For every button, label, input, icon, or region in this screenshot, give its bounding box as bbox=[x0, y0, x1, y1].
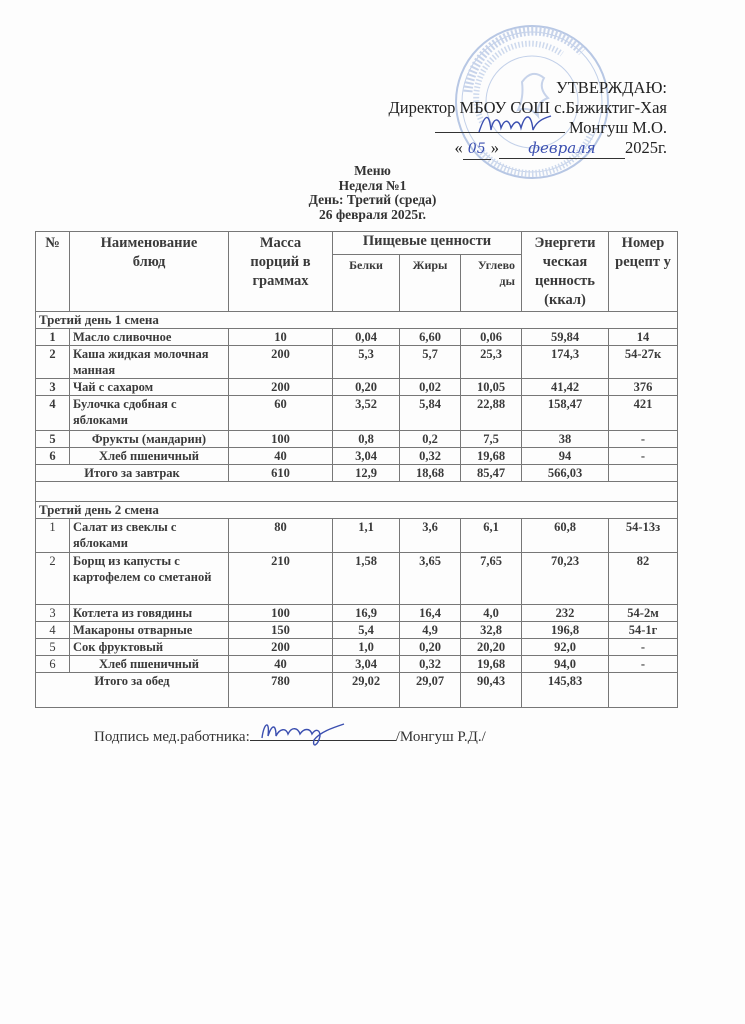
cell-mass: 100 bbox=[229, 605, 333, 622]
day-label: День: Третий (среда) bbox=[308, 192, 437, 207]
spacer-cell bbox=[36, 482, 678, 502]
table-row bbox=[36, 519, 678, 553]
dish-name: Каша жидкая молочная манная bbox=[70, 346, 229, 379]
cell-protein: 1,1 bbox=[333, 519, 400, 553]
cell-recipe: 54-1г bbox=[609, 622, 678, 639]
medical-signature-label: Подпись мед.работника: bbox=[94, 729, 250, 745]
date-month: февраля bbox=[528, 139, 596, 157]
menu-table bbox=[35, 231, 678, 708]
cell-recipe: - bbox=[609, 448, 678, 465]
cell-energy: 94 bbox=[522, 448, 609, 465]
dish-name: Масло сливочное bbox=[70, 329, 229, 346]
cell-protein: 5,4 bbox=[333, 622, 400, 639]
dish-name: Сок фруктовый bbox=[70, 639, 229, 656]
cell-protein: 3,04 bbox=[333, 448, 400, 465]
dish-name: Котлета из говядины bbox=[70, 605, 229, 622]
cell-fat: 16,4 bbox=[400, 605, 461, 622]
cell-energy: 41,42 bbox=[522, 379, 609, 396]
cell-mass: 80 bbox=[229, 519, 333, 553]
date-day: 05 bbox=[467, 141, 486, 157]
week-label: Неделя №1 bbox=[338, 177, 407, 193]
cell-mass: 200 bbox=[229, 379, 333, 396]
cell-mass: 150 bbox=[229, 622, 333, 639]
cell-recipe: - bbox=[609, 656, 678, 673]
section-row bbox=[36, 312, 678, 329]
cell-fat: 0,32 bbox=[400, 448, 461, 465]
director-position: Директор МБОУ СОШ с.Бижиктиг-Хая bbox=[388, 98, 667, 117]
table-row bbox=[36, 639, 678, 656]
cell-fat: 5,7 bbox=[400, 346, 461, 379]
total-energy: 566,03 bbox=[522, 465, 609, 482]
menu-title-block bbox=[0, 164, 745, 222]
date-year: 2025г. bbox=[624, 138, 667, 157]
col-header-recipe: Номер рецепт у bbox=[609, 232, 678, 312]
total-protein: 29,02 bbox=[333, 673, 400, 708]
table-row bbox=[36, 346, 678, 379]
dish-name: Булочка сдобная с яблоками bbox=[70, 396, 229, 431]
cell-protein: 0,20 bbox=[333, 379, 400, 396]
cell-fat: 6,60 bbox=[400, 329, 461, 346]
row-number: 1 bbox=[36, 519, 70, 553]
cell-carbs: 7,5 bbox=[461, 431, 522, 448]
cell-carbs: 19,68 bbox=[461, 656, 522, 673]
cell-carbs: 0,06 bbox=[461, 329, 522, 346]
table-row bbox=[36, 656, 678, 673]
date-month-field bbox=[499, 138, 625, 159]
cell-recipe: 54-13з bbox=[609, 519, 678, 553]
table-row bbox=[36, 622, 678, 639]
cell-mass: 210 bbox=[229, 553, 333, 605]
cell-recipe: - bbox=[609, 431, 678, 448]
row-number: 1 bbox=[36, 329, 70, 346]
total-fat: 29,07 bbox=[400, 673, 461, 708]
approval-date bbox=[388, 138, 667, 160]
cell-energy: 232 bbox=[522, 605, 609, 622]
total-label: Итого за завтрак bbox=[36, 465, 229, 482]
cell-protein: 16,9 bbox=[333, 605, 400, 622]
cell-protein: 5,3 bbox=[333, 346, 400, 379]
cell-energy: 70,23 bbox=[522, 553, 609, 605]
total-carbs: 85,47 bbox=[461, 465, 522, 482]
cell-mass: 40 bbox=[229, 656, 333, 673]
cell-recipe: 54-2м bbox=[609, 605, 678, 622]
cell-fat: 4,9 bbox=[400, 622, 461, 639]
col-header-carbs: Углево ды bbox=[461, 255, 522, 312]
cell-mass: 100 bbox=[229, 431, 333, 448]
total-label: Итого за обед bbox=[36, 673, 229, 708]
section-row bbox=[36, 502, 678, 519]
cell-carbs: 19,68 bbox=[461, 448, 522, 465]
cell-mass: 200 bbox=[229, 346, 333, 379]
col-header-name: Наименование блюд bbox=[70, 232, 229, 312]
total-row bbox=[36, 465, 678, 482]
total-recipe bbox=[609, 673, 678, 708]
cell-recipe: - bbox=[609, 639, 678, 656]
cell-energy: 59,84 bbox=[522, 329, 609, 346]
dish-name: Чай с сахаром bbox=[70, 379, 229, 396]
cell-recipe: 54-27к bbox=[609, 346, 678, 379]
col-header-fat: Жиры bbox=[400, 255, 461, 312]
cell-recipe: 376 bbox=[609, 379, 678, 396]
total-recipe bbox=[609, 465, 678, 482]
cell-recipe: 421 bbox=[609, 396, 678, 431]
cell-mass: 10 bbox=[229, 329, 333, 346]
total-row bbox=[36, 673, 678, 708]
cell-protein: 3,52 bbox=[333, 396, 400, 431]
medical-worker-signature bbox=[258, 716, 358, 750]
row-number: 4 bbox=[36, 622, 70, 639]
medical-worker-name: /Монгуш Р.Д./ bbox=[395, 729, 486, 745]
cell-protein: 1,58 bbox=[333, 553, 400, 605]
cell-protein: 0,8 bbox=[333, 431, 400, 448]
dish-name: Фрукты (мандарин) bbox=[70, 431, 229, 448]
dish-name: Макароны отварные bbox=[70, 622, 229, 639]
table-row bbox=[36, 553, 678, 605]
cell-fat: 0,02 bbox=[400, 379, 461, 396]
cell-protein: 0,04 bbox=[333, 329, 400, 346]
approval-block bbox=[388, 78, 667, 160]
cell-fat: 5,84 bbox=[400, 396, 461, 431]
table-row bbox=[36, 379, 678, 396]
section-title: Третий день 1 смена bbox=[36, 312, 678, 329]
signature-underline bbox=[435, 118, 565, 133]
cell-mass: 40 bbox=[229, 448, 333, 465]
total-protein: 12,9 bbox=[333, 465, 400, 482]
director-name: Монгуш М.О. bbox=[568, 118, 667, 137]
row-number: 4 bbox=[36, 396, 70, 431]
header-row bbox=[36, 232, 678, 255]
cell-carbs: 7,65 bbox=[461, 553, 522, 605]
col-header-num: № bbox=[36, 232, 70, 312]
table-row bbox=[36, 329, 678, 346]
table-row bbox=[36, 605, 678, 622]
cell-recipe: 14 bbox=[609, 329, 678, 346]
cell-protein: 3,04 bbox=[333, 656, 400, 673]
date-day-field bbox=[463, 138, 491, 160]
cell-fat: 3,6 bbox=[400, 519, 461, 553]
cell-carbs: 10,05 bbox=[461, 379, 522, 396]
col-header-nutrition: Пищевые ценности bbox=[333, 232, 522, 255]
spacer-row bbox=[36, 482, 678, 502]
col-header-energy: Энергети ческая ценность (ккал) bbox=[522, 232, 609, 312]
total-fat: 18,68 bbox=[400, 465, 461, 482]
cell-fat: 0,2 bbox=[400, 431, 461, 448]
cell-carbs: 4,0 bbox=[461, 605, 522, 622]
cell-energy: 94,0 bbox=[522, 656, 609, 673]
col-header-mass: Масса порций в граммах bbox=[229, 232, 333, 312]
cell-fat: 3,65 bbox=[400, 553, 461, 605]
cell-energy: 38 bbox=[522, 431, 609, 448]
cell-energy: 174,3 bbox=[522, 346, 609, 379]
table-row bbox=[36, 448, 678, 465]
date-open-quote: « bbox=[454, 138, 463, 157]
cell-protein: 1,0 bbox=[333, 639, 400, 656]
row-number: 2 bbox=[36, 346, 70, 379]
cell-carbs: 25,3 bbox=[461, 346, 522, 379]
col-header-protein: Белки bbox=[333, 255, 400, 312]
cell-fat: 0,20 bbox=[400, 639, 461, 656]
date-close-quote: » bbox=[490, 138, 499, 157]
cell-energy: 60,8 bbox=[522, 519, 609, 553]
row-number: 6 bbox=[36, 656, 70, 673]
cell-fat: 0,32 bbox=[400, 656, 461, 673]
approval-heading: УТВЕРЖДАЮ: bbox=[556, 78, 667, 97]
cell-carbs: 22,88 bbox=[461, 396, 522, 431]
row-number: 5 bbox=[36, 431, 70, 448]
dish-name: Борщ из капусты с картофелем со сметаной bbox=[70, 553, 229, 605]
cell-carbs: 6,1 bbox=[461, 519, 522, 553]
dish-name: Салат из свеклы с яблоками bbox=[70, 519, 229, 553]
cell-mass: 60 bbox=[229, 396, 333, 431]
cell-carbs: 32,8 bbox=[461, 622, 522, 639]
table-row bbox=[36, 431, 678, 448]
section-title: Третий день 2 смена bbox=[36, 502, 678, 519]
cell-energy: 92,0 bbox=[522, 639, 609, 656]
dish-name: Хлеб пшеничный bbox=[70, 656, 229, 673]
row-number: 3 bbox=[36, 379, 70, 396]
total-energy: 145,83 bbox=[522, 673, 609, 708]
medical-signature-underline bbox=[250, 726, 396, 741]
row-number: 5 bbox=[36, 639, 70, 656]
menu-title: Меню bbox=[354, 163, 391, 178]
row-number: 3 bbox=[36, 605, 70, 622]
total-mass: 610 bbox=[229, 465, 333, 482]
cell-mass: 200 bbox=[229, 639, 333, 656]
total-carbs: 90,43 bbox=[461, 673, 522, 708]
cell-energy: 196,8 bbox=[522, 622, 609, 639]
dish-name: Хлеб пшеничный bbox=[70, 448, 229, 465]
total-mass: 780 bbox=[229, 673, 333, 708]
table-row bbox=[36, 396, 678, 431]
medical-signature-line bbox=[94, 726, 486, 746]
menu-table-body bbox=[36, 312, 678, 708]
director-signature-line bbox=[388, 118, 667, 138]
row-number: 6 bbox=[36, 448, 70, 465]
cell-carbs: 20,20 bbox=[461, 639, 522, 656]
row-number: 2 bbox=[36, 553, 70, 605]
cell-recipe: 82 bbox=[609, 553, 678, 605]
date-label: 26 февраля 2025г. bbox=[318, 206, 427, 222]
cell-energy: 158,47 bbox=[522, 396, 609, 431]
